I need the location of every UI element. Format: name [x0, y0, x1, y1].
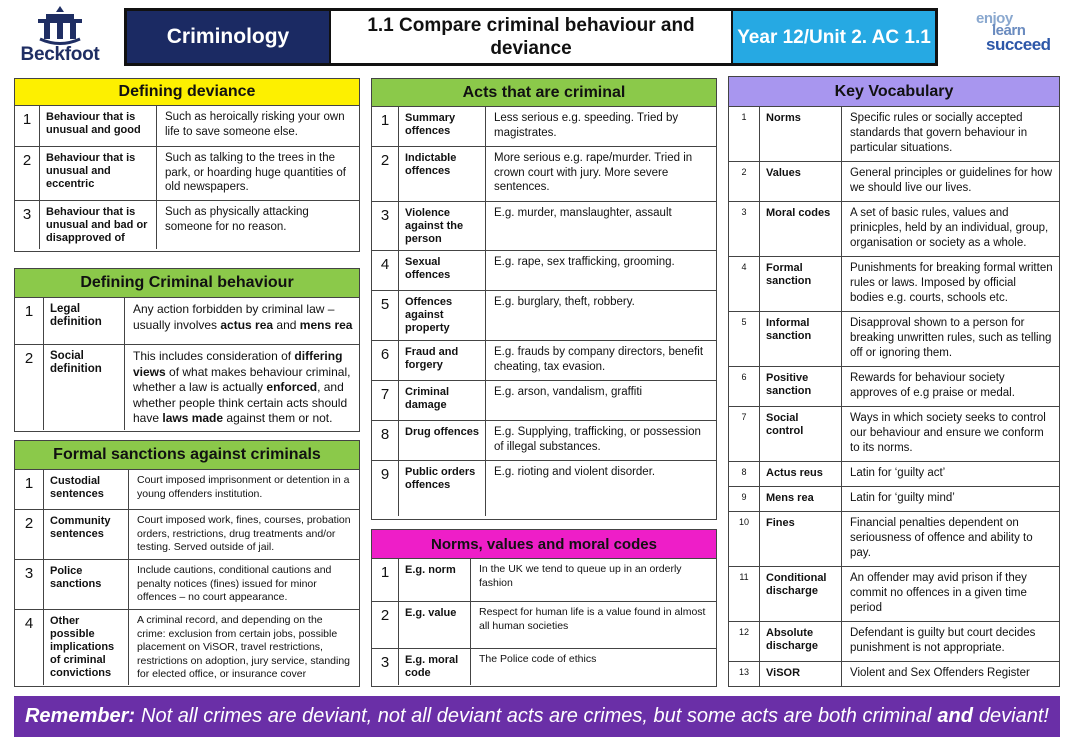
row-description: In the UK we tend to queue up in an orderly fashion: [479, 563, 682, 589]
row-number: 8: [372, 421, 399, 460]
row-description: A criminal record, and depending on the crime: exclusion from certain jobs, possible placement on ViSOR, travel restrictions, restrictions on adoption, jury service, standing for elected office, or insurance cover: [137, 614, 351, 680]
row-term: Offences against property: [399, 291, 486, 340]
row-number: 1: [372, 107, 399, 146]
table-row: [372, 107, 716, 147]
row-number: 2: [15, 345, 44, 430]
row-number: 2: [15, 510, 44, 559]
formal-sanctions-panel: [14, 440, 360, 687]
row-term: Informal sanction: [760, 312, 842, 366]
row-term: Moral codes: [760, 202, 842, 256]
row-number: 2: [372, 602, 399, 648]
table-row: [372, 381, 716, 421]
table-row: [729, 312, 1059, 367]
panel-title: Norms, values and moral codes: [372, 530, 716, 559]
row-description: More serious e.g. rape/murder. Tried in crown court with jury. More severe sentences.: [494, 152, 693, 193]
table-row: [15, 510, 359, 560]
school-crest-icon: [32, 4, 88, 46]
row-description: Such as physically attacking someone for no reason.: [165, 206, 309, 233]
banner-and: and: [937, 705, 973, 727]
row-term: Actus reus: [760, 462, 842, 486]
table-row: [729, 512, 1059, 567]
row-description: Specific rules or socially accepted standards that govern behaviour in particular situations.: [850, 112, 1028, 154]
table-row: [729, 202, 1059, 257]
row-description: Violent and Sex Offenders Register: [850, 667, 1030, 679]
row-description: E.g. Supplying, trafficking, or possession of illegal substances.: [494, 426, 701, 453]
subject-title: Criminology: [127, 11, 331, 63]
row-term: Values: [760, 162, 842, 201]
row-number: 3: [729, 202, 760, 256]
page-header: [124, 8, 938, 66]
table-row: [729, 407, 1059, 462]
logo-line-2: learn: [992, 22, 1026, 39]
row-term: Fraud and forgery: [399, 341, 486, 380]
row-number: 2: [729, 162, 760, 201]
row-term: Legal definition: [44, 298, 125, 344]
logo-line-3: succeed: [986, 35, 1051, 54]
table-row: [729, 662, 1059, 686]
row-description: General principles or guidelines for how we should live our lives.: [850, 167, 1052, 194]
table-row: [15, 560, 359, 610]
table-row: [15, 470, 359, 510]
row-description: E.g. frauds by company directors, benefit cheating, tax evasion.: [494, 346, 704, 373]
row-description: Court imposed work, fines, courses, probation orders, restrictions, drug treatments and/or testing. Served outside of jail.: [137, 514, 351, 553]
key-vocabulary-panel: [728, 76, 1060, 687]
table-row: [372, 421, 716, 461]
row-number: 10: [729, 512, 760, 566]
acts-that-are-criminal-panel: [371, 78, 717, 520]
row-number: 2: [15, 147, 40, 200]
row-term: Custodial sentences: [44, 470, 129, 509]
row-number: 3: [15, 201, 40, 249]
remember-banner: [14, 696, 1060, 737]
table-row: [372, 291, 716, 341]
table-row: [729, 567, 1059, 622]
row-description: E.g. rape, sex trafficking, grooming.: [494, 256, 675, 268]
row-term: Behaviour that is unusual and bad or disapproved of: [40, 201, 157, 249]
row-description: Less serious e.g. speeding. Tried by magistrates.: [494, 112, 679, 139]
row-description: E.g. rioting and violent disorder.: [494, 466, 656, 478]
row-term: Drug offences: [399, 421, 486, 460]
row-description: The Police code of ethics: [479, 653, 597, 665]
row-term: Social control: [760, 407, 842, 461]
table-row: [729, 462, 1059, 487]
row-number: 1: [15, 298, 44, 344]
row-term: Norms: [760, 107, 842, 161]
row-term: Absolute discharge: [760, 622, 842, 661]
row-description: Financial penalties dependent on seriousness of offence and ability to pay.: [850, 517, 1033, 559]
table-row: [15, 147, 359, 201]
row-number: 3: [372, 202, 399, 250]
row-number: 5: [372, 291, 399, 340]
row-term: Behaviour that is unusual and eccentric: [40, 147, 157, 200]
row-number: 1: [372, 559, 399, 601]
row-description: Any action forbidden by criminal law – usually involves actus rea and mens rea: [133, 302, 353, 332]
panel-title: Formal sanctions against criminals: [15, 441, 359, 470]
table-row: [15, 298, 359, 345]
table-row: [372, 251, 716, 291]
row-term: ViSOR: [760, 662, 842, 686]
table-row: [372, 147, 716, 202]
row-description: Such as heroically risking your own life to save someone else.: [165, 111, 345, 138]
banner-tail: deviant!: [978, 705, 1049, 727]
row-number: 8: [729, 462, 760, 486]
panel-title: Acts that are criminal: [372, 79, 716, 107]
panel-title: Key Vocabulary: [729, 77, 1059, 107]
row-number: 13: [729, 662, 760, 686]
table-row: [729, 257, 1059, 312]
row-number: 3: [372, 649, 399, 685]
beckfoot-logo: [10, 4, 110, 70]
table-row: [372, 461, 716, 516]
row-term: E.g. moral code: [399, 649, 471, 685]
row-number: 4: [15, 610, 44, 685]
row-term: Police sanctions: [44, 560, 129, 609]
table-row: [729, 107, 1059, 162]
row-number: 7: [729, 407, 760, 461]
row-description: Rewards for behaviour society approves of e.g praise or medal.: [850, 372, 1015, 399]
row-term: Conditional discharge: [760, 567, 842, 621]
table-row: [372, 602, 716, 649]
row-term: Fines: [760, 512, 842, 566]
row-term: Mens rea: [760, 487, 842, 511]
table-row: [15, 106, 359, 147]
logo-text: Beckfoot: [20, 44, 100, 65]
table-row: [15, 345, 359, 430]
row-number: 4: [372, 251, 399, 290]
row-description: Disapproval shown to a person for breaking unwritten rules, such as telling off or ignoring them.: [850, 317, 1052, 359]
row-description: Court imposed imprisonment or detention in a young offenders institution.: [137, 474, 350, 500]
table-row: [729, 622, 1059, 662]
norms-values-moral-codes-panel: [371, 529, 717, 687]
row-number: 3: [15, 560, 44, 609]
table-row: [372, 341, 716, 381]
row-number: 1: [15, 470, 44, 509]
row-term: Other possible implications of criminal convictions: [44, 610, 129, 685]
row-term: Violence against the person: [399, 202, 486, 250]
row-term: Public orders offences: [399, 461, 486, 516]
banner-body: Not all crimes are deviant, not all deviant acts are crimes, but some acts are both criminal: [141, 705, 932, 727]
row-number: 2: [372, 147, 399, 201]
row-number: 1: [15, 106, 40, 146]
topic-title: 1.1 Compare criminal behaviour and deviance: [331, 11, 733, 63]
row-number: 7: [372, 381, 399, 420]
defining-criminal-behaviour-panel: [14, 268, 360, 432]
logo-line-1: enjoy: [976, 10, 1013, 27]
row-description: Punishments for breaking formal written rules or laws. Imposed by official bodies e.g. courts, schools etc.: [850, 262, 1053, 304]
row-term: Social definition: [44, 345, 125, 430]
row-description: E.g. burglary, theft, robbery.: [494, 296, 635, 308]
row-term: Formal sanction: [760, 257, 842, 311]
row-number: 9: [729, 487, 760, 511]
row-term: Indictable offences: [399, 147, 486, 201]
table-row: [372, 202, 716, 251]
row-number: 6: [729, 367, 760, 406]
defining-deviance-panel: [14, 78, 360, 252]
row-number: 4: [729, 257, 760, 311]
table-row: [729, 367, 1059, 407]
panel-title: Defining Criminal behaviour: [15, 269, 359, 298]
row-number: 1: [729, 107, 760, 161]
row-number: 9: [372, 461, 399, 516]
row-term: Behaviour that is unusual and good: [40, 106, 157, 146]
unit-label: Year 12/Unit 2. AC 1.1: [733, 11, 935, 63]
row-description: E.g. arson, vandalism, graffiti: [494, 386, 643, 398]
row-number: 5: [729, 312, 760, 366]
row-description: Latin for ‘guilty act’: [850, 467, 946, 479]
table-row: [372, 559, 716, 602]
row-description: Such as talking to the trees in the park, or hoarding huge quantities of old newspapers.: [165, 152, 346, 193]
table-row: [729, 487, 1059, 512]
row-description: A set of basic rules, values and prinicples, held by an individual, group, organisation or society as a whole.: [850, 207, 1049, 249]
row-description: Defendant is guilty but court decides punishment is not appropriate.: [850, 627, 1036, 654]
enjoy-learn-succeed-logo: [972, 10, 1062, 60]
row-number: 6: [372, 341, 399, 380]
row-term: Sexual offences: [399, 251, 486, 290]
panel-title: Defining deviance: [15, 79, 359, 106]
row-term: E.g. value: [399, 602, 471, 648]
row-description: Include cautions, conditional cautions and penalty notices (fines) issued for minor offences – no court appearance.: [137, 564, 332, 603]
row-term: Criminal damage: [399, 381, 486, 420]
row-description: Respect for human life is a value found in almost all human societies: [479, 606, 706, 632]
row-number: 12: [729, 622, 760, 661]
row-description: An offender may avid prison if they commit no offences in a given time period: [850, 572, 1027, 614]
table-row: [15, 610, 359, 685]
table-row: [372, 649, 716, 685]
row-term: Summary offences: [399, 107, 486, 146]
row-description: Ways in which society seeks to control our behaviour and ensure we conform to its norms.: [850, 412, 1046, 454]
row-description: Latin for ‘guilty mind’: [850, 492, 955, 504]
banner-lead: Remember:: [24, 705, 136, 727]
row-description: E.g. murder, manslaughter, assault: [494, 207, 672, 219]
row-description: This includes consideration of differing views of what makes behaviour criminal, whether a law is actually enforced, and whether people think certain acts should have laws made against them or not.: [133, 349, 351, 425]
table-row: [15, 201, 359, 249]
row-term: Positive sanction: [760, 367, 842, 406]
row-number: 11: [729, 567, 760, 621]
row-term: E.g. norm: [399, 559, 471, 601]
table-row: [729, 162, 1059, 202]
row-term: Community sentences: [44, 510, 129, 559]
